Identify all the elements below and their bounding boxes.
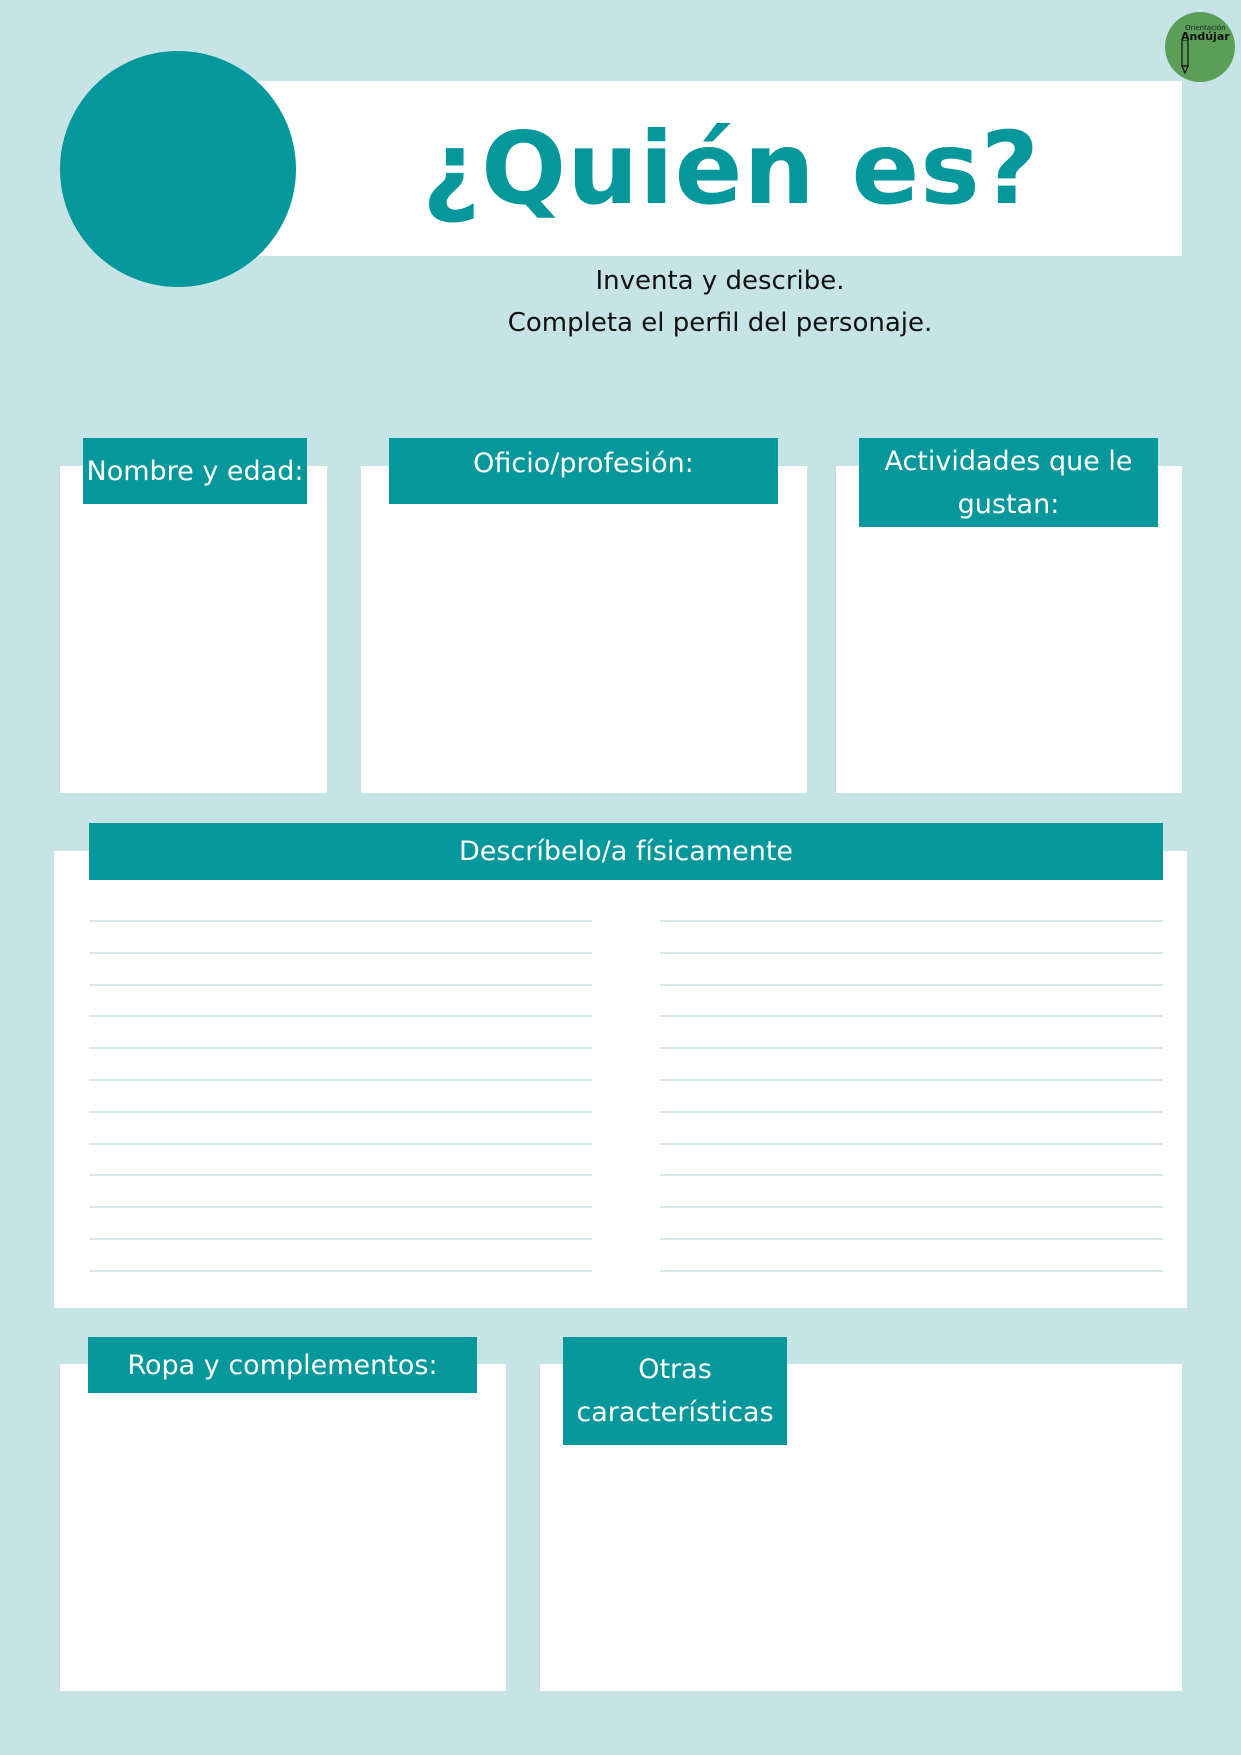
- orientacion-andujar-logo: [1165, 12, 1235, 82]
- writing-line: [660, 1047, 1163, 1049]
- writing-line: [660, 1206, 1163, 1208]
- writing-line: [89, 1143, 592, 1145]
- subtitle-line-2: Completa el perfil del personaje.: [507, 308, 933, 338]
- writing-line: [89, 984, 592, 986]
- writing-line: [89, 952, 592, 954]
- clothing-label: [88, 1337, 477, 1393]
- writing-line: [89, 1174, 592, 1176]
- other-features-label-line-2: características: [576, 1397, 774, 1428]
- writing-line: [660, 1174, 1163, 1176]
- writing-line: [89, 1079, 592, 1081]
- writing-line: [89, 1270, 592, 1272]
- page-title: ¿Quién es?: [422, 110, 1040, 227]
- activities-label-line-2: gustan:: [957, 488, 1060, 520]
- writing-line: [89, 1047, 592, 1049]
- occupation-box[interactable]: [361, 466, 807, 793]
- occupation-label-text: Oficio/profesión:: [473, 448, 694, 479]
- writing-line: [660, 1143, 1163, 1145]
- writing-line: [89, 920, 592, 922]
- name-age-label: [83, 438, 307, 504]
- writing-line: [660, 920, 1163, 922]
- physical-description-label: [89, 823, 1163, 880]
- activities-label: [859, 438, 1158, 527]
- pencil-icon: [1181, 40, 1189, 74]
- other-features-label: [563, 1337, 787, 1445]
- writing-line: [660, 1270, 1163, 1272]
- subtitle-line-1: Inventa y describe.: [595, 266, 845, 296]
- writing-line: [660, 1238, 1163, 1240]
- writing-line: [660, 1079, 1163, 1081]
- name-age-label-text: Nombre y edad:: [86, 455, 304, 487]
- occupation-label: [389, 438, 778, 504]
- clothing-label-text: Ropa y complementos:: [127, 1349, 438, 1381]
- writing-line: [660, 1015, 1163, 1017]
- name-age-box[interactable]: [60, 466, 327, 793]
- physical-description-label-text: Descríbelo/a físicamente: [458, 836, 794, 867]
- other-features-label-line-1: Otras: [638, 1354, 712, 1385]
- writing-line: [89, 1111, 592, 1113]
- writing-line: [660, 1111, 1163, 1113]
- writing-line: [89, 1238, 592, 1240]
- clothing-box[interactable]: [60, 1364, 506, 1691]
- decorative-circle: [60, 51, 296, 287]
- writing-line: [660, 952, 1163, 954]
- activities-label-line-1: Actividades que le: [884, 445, 1133, 477]
- writing-line: [660, 984, 1163, 986]
- writing-line: [89, 1206, 592, 1208]
- logo-small-text: Orientación: [1185, 24, 1226, 32]
- writing-line: [89, 1015, 592, 1017]
- logo-brand-text: Andújar: [1181, 30, 1230, 43]
